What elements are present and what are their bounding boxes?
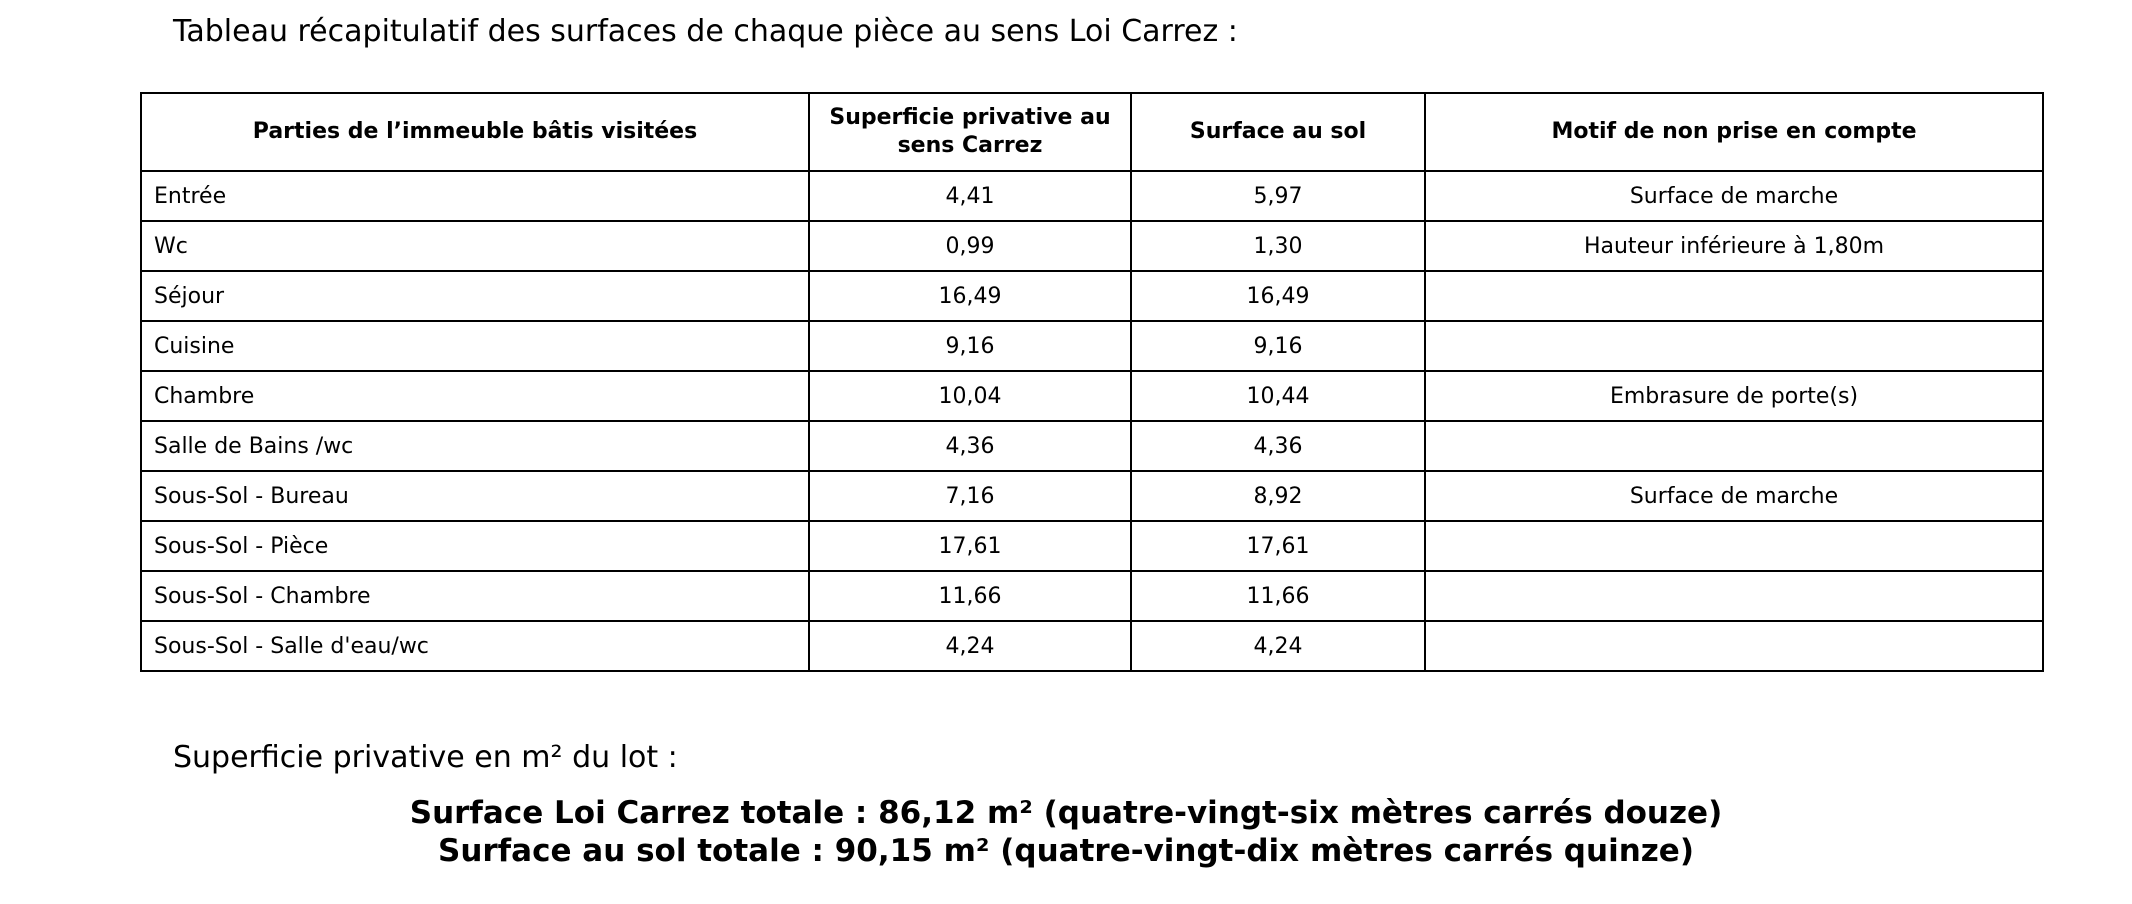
table-row (141, 421, 2043, 471)
room-name: Salle de Bains /wc (141, 421, 809, 471)
column-header-motif: Motif de non prise en compte (1425, 93, 2043, 171)
room-name: Cuisine (141, 321, 809, 371)
room-name: Chambre (141, 371, 809, 421)
carrez-value: 10,04 (809, 371, 1131, 421)
carrez-value: 4,41 (809, 171, 1131, 221)
carrez-value: 4,24 (809, 621, 1131, 671)
table-row (141, 621, 2043, 671)
room-name: Sous-Sol - Salle d'eau/wc (141, 621, 809, 671)
column-header-sol: Surface au sol (1131, 93, 1425, 171)
motif-value (1425, 271, 2043, 321)
sol-value: 17,61 (1131, 521, 1425, 571)
column-header-carrez: Superficie privative au sens Carrez (809, 93, 1131, 171)
motif-value: Hauteur inférieure à 1,80m (1425, 221, 2043, 271)
sol-value: 4,24 (1131, 621, 1425, 671)
sol-value: 11,66 (1131, 571, 1425, 621)
carrez-value: 7,16 (809, 471, 1131, 521)
sol-value: 10,44 (1131, 371, 1425, 421)
motif-value: Embrasure de porte(s) (1425, 371, 2043, 421)
sol-value: 8,92 (1131, 471, 1425, 521)
table-row (141, 221, 2043, 271)
column-header-room: Parties de l’immeuble bâtis visitées (141, 93, 809, 171)
room-name: Entrée (141, 171, 809, 221)
motif-value (1425, 621, 2043, 671)
room-name: Séjour (141, 271, 809, 321)
sol-value: 4,36 (1131, 421, 1425, 471)
page-title: Tableau récapitulatif des surfaces de chaque pièce au sens Loi Carrez : (173, 14, 1238, 49)
table-row (141, 571, 2043, 621)
sol-value: 9,16 (1131, 321, 1425, 371)
room-name: Sous-Sol - Chambre (141, 571, 809, 621)
table-row (141, 321, 2043, 371)
motif-value (1425, 571, 2043, 621)
total-carrez-line: Surface Loi Carrez totale : 86,12 m² (quatre-vingt-six mètres carrés douze) (409, 795, 1723, 831)
carrez-value: 11,66 (809, 571, 1131, 621)
motif-value (1425, 421, 2043, 471)
room-name: Wc (141, 221, 809, 271)
carrez-value: 16,49 (809, 271, 1131, 321)
carrez-value: 4,36 (809, 421, 1131, 471)
carrez-value: 17,61 (809, 521, 1131, 571)
room-name: Sous-Sol - Pièce (141, 521, 809, 571)
carrez-value: 0,99 (809, 221, 1131, 271)
table-row (141, 371, 2043, 421)
sol-value: 5,97 (1131, 171, 1425, 221)
sol-value: 16,49 (1131, 271, 1425, 321)
total-sol-line: Surface au sol totale : 90,15 m² (quatre-vingt-dix mètres carrés quinze) (438, 833, 1694, 869)
lot-area-heading: Superficie privative en m² du lot : (173, 740, 678, 775)
sol-value: 1,30 (1131, 221, 1425, 271)
surfaces-table (140, 92, 2044, 672)
table-header-row (141, 93, 2043, 171)
totals-block (0, 794, 2132, 870)
room-name: Sous-Sol - Bureau (141, 471, 809, 521)
table-row (141, 471, 2043, 521)
table-row (141, 171, 2043, 221)
motif-value: Surface de marche (1425, 171, 2043, 221)
motif-value: Surface de marche (1425, 471, 2043, 521)
table-row (141, 521, 2043, 571)
motif-value (1425, 521, 2043, 571)
carrez-value: 9,16 (809, 321, 1131, 371)
motif-value (1425, 321, 2043, 371)
table-row (141, 271, 2043, 321)
